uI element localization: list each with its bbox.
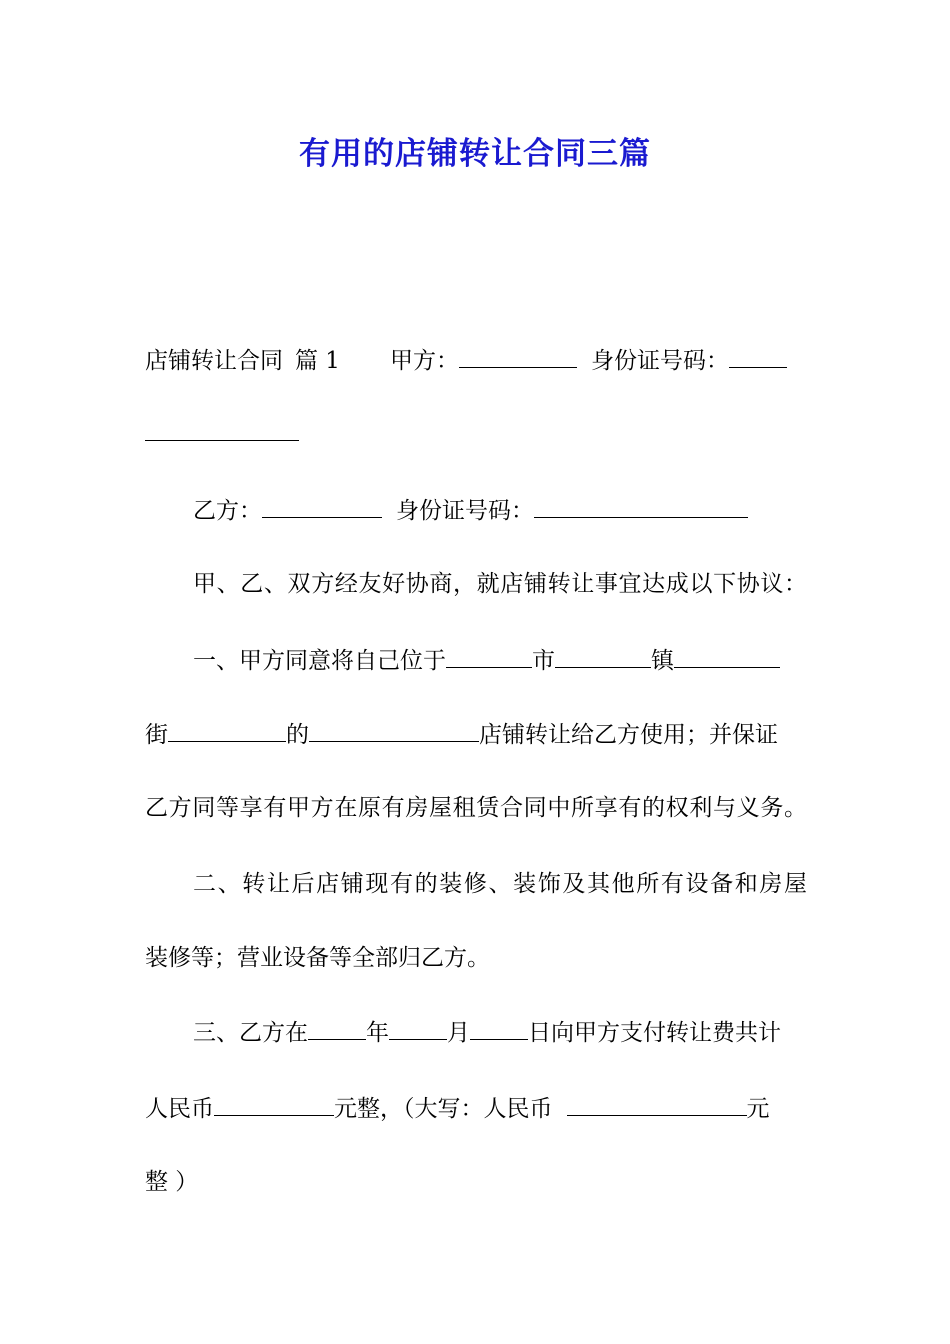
town-blank	[555, 645, 651, 668]
city-label: 市	[532, 648, 555, 674]
street-blank	[674, 645, 780, 668]
amount-blank	[214, 1093, 334, 1116]
street-label: 街	[145, 722, 168, 748]
clause-1-rest: 店铺转让给乙方使用；并保证	[479, 722, 778, 748]
day-blank	[470, 1017, 528, 1040]
document-title: 有用的店铺转让合同三篇	[299, 136, 651, 172]
party-b-line	[193, 495, 807, 526]
party-a-id-blank	[729, 345, 787, 368]
street-name-blank	[168, 719, 286, 742]
year-label: 年	[366, 1020, 389, 1046]
yuan-label: 元	[746, 1096, 770, 1122]
amount-words-blank	[567, 1093, 747, 1116]
header-line	[145, 345, 807, 376]
party-a-blank	[459, 345, 577, 368]
section-label: 篇 1	[295, 348, 340, 374]
clause-1-line-3: 乙方同等享有甲方在原有房屋租赁合同中所享有的权利与义务。	[145, 795, 807, 821]
town-label: 镇	[651, 648, 674, 674]
party-a-id-label: 身份证号码：	[590, 348, 729, 374]
amount-words-label: 元整，（大写：人民币	[334, 1096, 553, 1122]
clause-3-rest: 日向甲方支付转让费共计	[528, 1020, 781, 1046]
party-b-id-label: 身份证号码：	[396, 498, 534, 524]
intro-paragraph: 甲、乙、双方经友好协商，就店铺转让事宜达成以下协议：	[193, 571, 807, 597]
party-b-label: 乙方：	[193, 498, 262, 524]
clause-3-line-3: 整 ）	[145, 1169, 199, 1195]
city-blank	[446, 645, 532, 668]
clause-3-line-2	[145, 1093, 807, 1124]
clause-1-line-2	[145, 719, 807, 750]
party-a-id-blank-cont	[145, 418, 299, 441]
of-label: 的	[286, 722, 309, 748]
clause-3-line-1	[193, 1017, 807, 1048]
clause-2-line-2: 装修等；营业设备等全部归乙方。	[145, 945, 490, 971]
party-a-label: 甲方：	[389, 348, 459, 374]
shop-name-blank	[309, 719, 479, 742]
party-b-blank	[262, 495, 382, 518]
contract-label: 店铺转让合同	[145, 348, 283, 374]
clause-2-line-1: 二、转让后店铺现有的装修、装饰及其他所有设备和房屋	[193, 871, 807, 897]
month-label: 月	[447, 1020, 470, 1046]
rmb-label: 人民币	[145, 1096, 214, 1122]
id-blank-continuation	[145, 418, 807, 449]
clause-1-line-1	[193, 645, 807, 676]
year-blank	[308, 1017, 366, 1040]
clause-3-intro: 三、乙方在	[193, 1020, 308, 1046]
month-blank	[389, 1017, 447, 1040]
party-b-id-blank	[534, 495, 748, 518]
clause-1-intro: 一、甲方同意将自己位于	[193, 648, 446, 674]
